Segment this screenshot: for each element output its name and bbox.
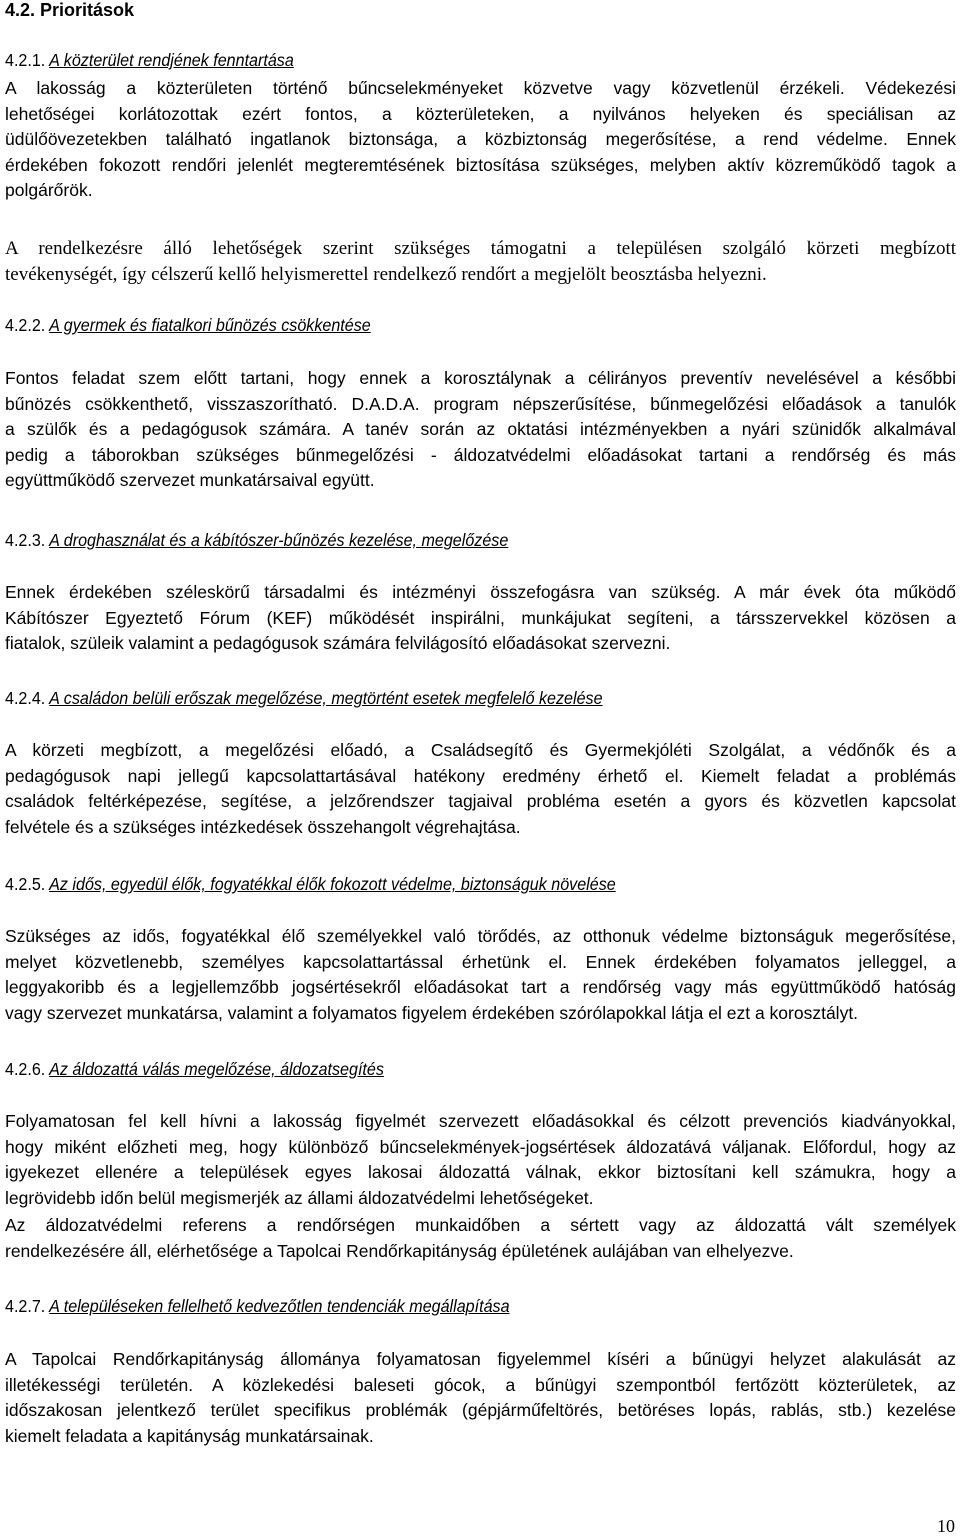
subsection-number: 4.2.7.	[5, 1296, 46, 1316]
paragraph	[5, 1213, 956, 1264]
subsection-title: A családon belüli erőszak megelőzése, megtörtént esetek megfelelő kezelése	[49, 688, 603, 708]
subsection-title: A droghasználat és a kábítószer-bűnözés kezelése, megelőzése	[49, 530, 509, 550]
paragraph-line: a szülők és a pedagógusok számára. A tanév során az oktatási intézményekben a nyári szünidők alkalmával	[5, 419, 956, 440]
paragraph-line: Ennek érdekében széleskörű társadalmi és intézményi összefogásra van szükség. A már évek óta működő	[5, 582, 956, 602]
subsection-number: 4.2.1.	[5, 50, 46, 70]
paragraph-line: tevékenységét, így célszerű kellő helyismerettel rendelkező rendőrt a megjelölt beosztásba helyezni.	[5, 263, 767, 285]
subsection-number: 4.2.5.	[5, 874, 46, 894]
paragraph-line: érdekében fokozott rendőri jelenlét megteremtésének biztosítása szükséges, melyben aktív közreműködő tagok a	[5, 154, 956, 175]
subsection-title: A településeken fellelhető kedvezőtlen tendenciák megállapítása	[49, 1296, 510, 1316]
paragraph-line: időszakosan jelentkező terület specifikus problémák (gépjárműfeltörés, betöréses lopás, rablás, stb.) kezelése	[5, 1400, 956, 1421]
subsection-heading	[5, 1296, 510, 1317]
paragraph-line: Kábítószer Egyeztető Fórum (KEF) működését inspirálni, munkájukat segíteni, a társszervekkel közösen a	[5, 607, 956, 628]
subsection-heading	[5, 1059, 384, 1080]
paragraph-line: kiemelt feladata a kapitányság munkatársainak.	[5, 1425, 374, 1446]
subsection-title: A közterület rendjének fenntartása	[49, 50, 294, 70]
paragraph	[5, 924, 956, 1026]
paragraph-line: hogy miként előzheti meg, hogy különböző bűncselekmények-jogsértések áldozatává váljanak. Előfordul, hogy az	[5, 1136, 956, 1157]
page-number: 10	[937, 1516, 955, 1536]
paragraph-line: A lakosság a közterületen történő bűncselekményeket közvetve vagy közvetlenül érzékeli. Védekezési	[5, 78, 956, 98]
paragraph-line: igyekezet ellenére a települések egyes lakosai áldozattá válnak, ekkor biztosítani kell számukra, hogy a	[5, 1162, 956, 1183]
subsection-title: Az áldozattá válás megelőzése, áldozatsegítés	[49, 1059, 384, 1079]
subsection-heading	[5, 688, 603, 709]
paragraph	[5, 1347, 956, 1449]
paragraph-line: legrövidebb időn belül megismerjék az állami áldozatvédelmi lehetőségeket.	[5, 1187, 594, 1208]
paragraph-line: leggyakoribb és a legjellemzőbb jogsértésekről előadásokat tart a rendőrség vagy más együttműködő hatóság	[5, 977, 956, 998]
paragraph-line: Szükséges az idős, fogyatékkal élő személyekkel való törődés, az otthonuk védelme biztonságuk megerősítése,	[5, 926, 956, 946]
paragraph-line: üdülőövezetekben található ingatlanok biztonsága, a közbiztonság megerősítése, a rend védelme. Ennek	[5, 129, 956, 150]
paragraph-line: fiatalok, szüleik valamint a pedagógusok számára felvilágosító előadásokat szervezni.	[5, 633, 671, 654]
paragraph-line: Az áldozatvédelmi referens a rendőrségen munkaidőben a sértett vagy az áldozattá vált személyek	[5, 1215, 956, 1235]
paragraph-line: bűnözés csökkenthető, visszaszorítható. D.A.D.A. program népszerűsítése, bűnmegelőzési előadások a tanulók	[5, 393, 956, 414]
paragraph-line: pedagógusok napi jellegű kapcsolattartásával hatékony eredmény érhető el. Kiemelt feladat a problémás	[5, 765, 956, 786]
paragraph	[5, 76, 956, 204]
paragraph-line: Fontos feladat szem előtt tartani, hogy ennek a korosztálynak a célirányos preventív nevelésével a későbbi	[5, 368, 956, 388]
paragraph-line: pedig a táborokban szükséges bűnmegelőzési - áldozatvédelmi előadásokat tartani a rendőrség és más	[5, 444, 956, 465]
paragraph-line: A körzeti megbízott, a megelőzési előadó, a Családsegítő és Gyermekjóléti Szolgálat, a védőnők és a	[5, 740, 956, 760]
paragraph-line: melyet közvetlenebb, személyes kapcsolattartással érhetünk el. Ennek érdekében folyamatos jelleggel, a	[5, 951, 956, 972]
paragraph	[5, 738, 956, 840]
paragraph	[5, 236, 956, 287]
paragraph-line: rendelkezésére áll, elérhetősége a Tapolcai Rendőrkapitányság épületének aulájában van elhelyezve.	[5, 1240, 794, 1261]
paragraph-line: családok feltérképezése, segítése, a jelzőrendszer tagjaival probléma esetén a gyors és közvetlen kapcsolat	[5, 791, 956, 812]
subsection-title: A gyermek és fiatalkori bűnözés csökkentése	[49, 315, 371, 335]
subsection-heading	[5, 530, 508, 551]
paragraph-line: Folyamatosan fel kell hívni a lakosság figyelmét szervezett előadásokkal és célzott prevenciós kiadványokkal,	[5, 1111, 956, 1131]
paragraph-line: együttműködő szervezet munkatársaival együtt.	[5, 470, 375, 491]
paragraph	[5, 366, 956, 494]
subsection-number: 4.2.4.	[5, 688, 46, 708]
subsection-number: 4.2.2.	[5, 315, 46, 335]
paragraph-line: A Tapolcai Rendőrkapitányság állománya folyamatosan figyelemmel kíséri a bűnügyi helyzet alakulását az	[5, 1349, 956, 1369]
paragraph	[5, 580, 956, 657]
paragraph-line: vagy szervezet munkatársa, valamint a folyamatos figyelem érdekében szórólapokkal látja el ezt a korosztályt.	[5, 1002, 859, 1023]
subsection-heading	[5, 874, 616, 895]
subsection-heading	[5, 315, 371, 336]
paragraph-line: felvétele és a szükséges intézkedések összehangolt végrehajtása.	[5, 816, 521, 837]
section-title: 4.2. Prioritások	[5, 0, 135, 20]
paragraph-line: lehetőségei korlátozottak ezért fontos, a közterületeken, a nyilvános helyeken és speciálisan az	[5, 103, 956, 124]
subsection-title: Az idős, egyedül élők, fogyatékkal élők fokozott védelme, biztonságuk növelése	[49, 874, 616, 894]
subsection-number: 4.2.3.	[5, 530, 46, 550]
paragraph-line: A rendelkezésre álló lehetőségek szerint szükséges támogatni a településen szolgáló körzeti megbízott	[5, 238, 956, 259]
subsection-heading	[5, 50, 294, 71]
paragraph-line: polgárőrök.	[5, 180, 93, 201]
paragraph	[5, 1109, 956, 1211]
subsection-number: 4.2.6.	[5, 1059, 46, 1079]
paragraph-line: illetékességi területén. A közlekedési baleseti gócok, a bűnügyi szempontból fertőzött közterületek, az	[5, 1374, 956, 1395]
